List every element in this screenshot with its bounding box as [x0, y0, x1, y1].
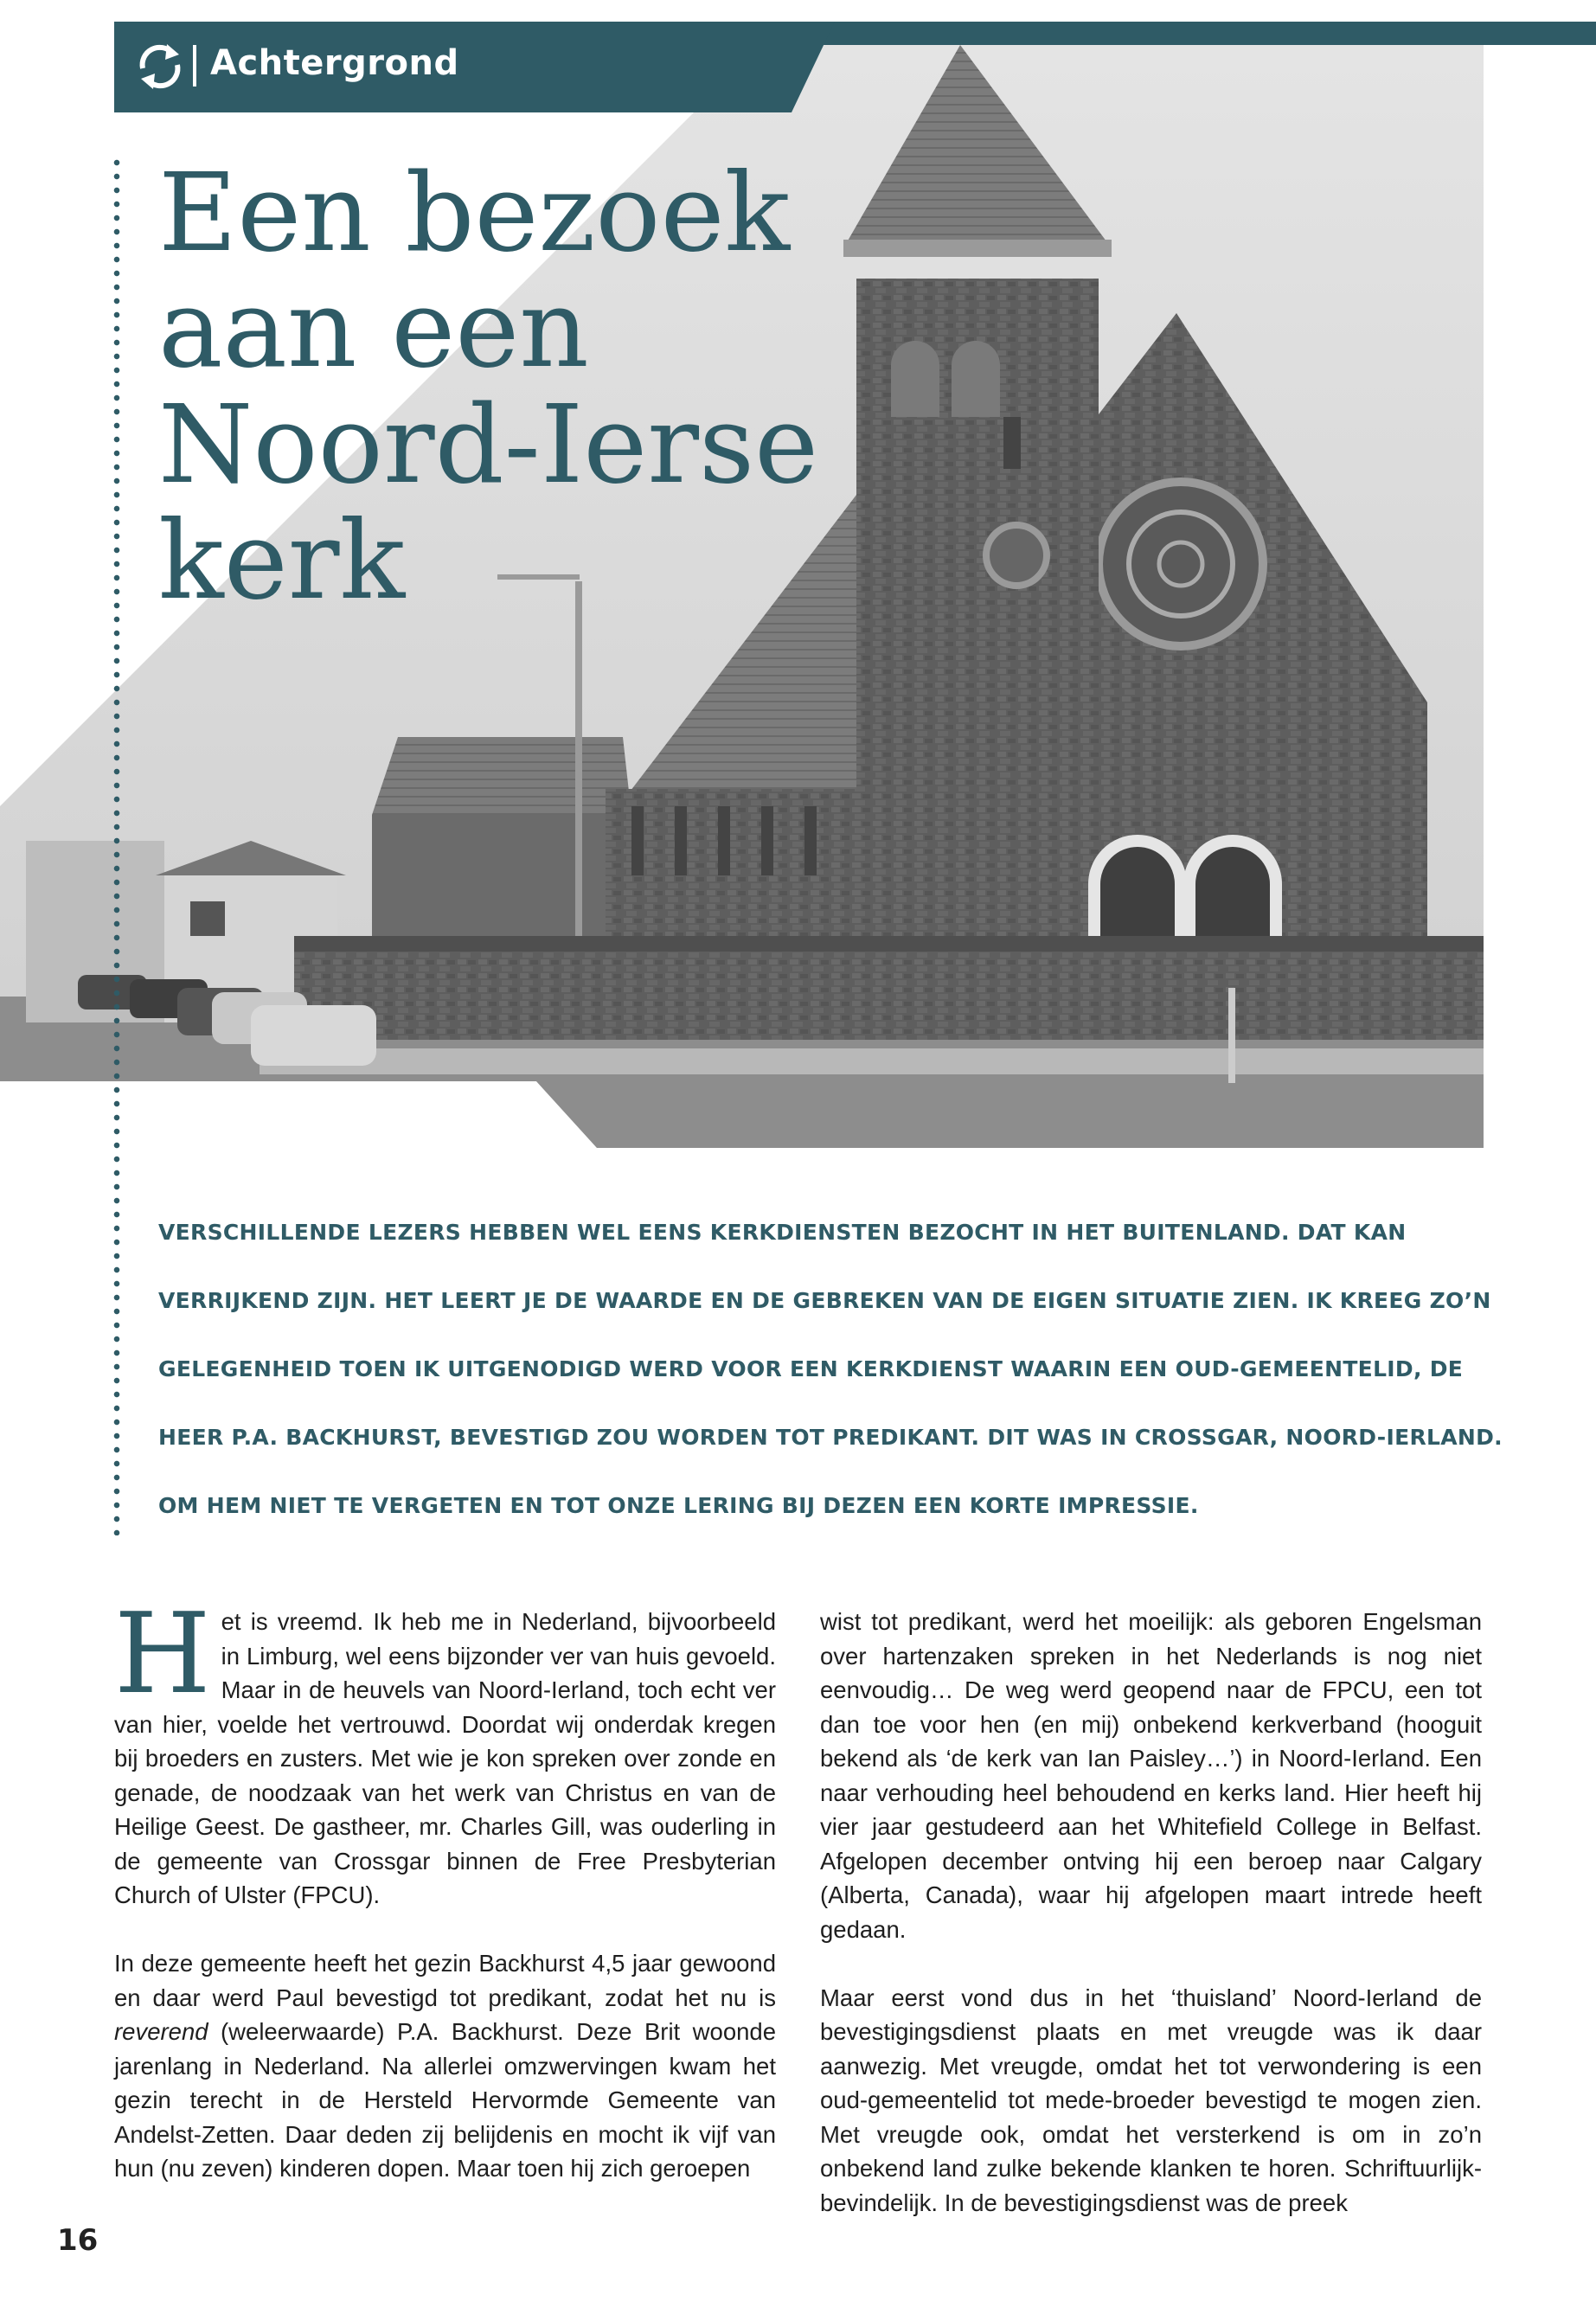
title-line: aan een	[158, 266, 589, 392]
lead-line: VERSCHILLENDE LEZERS HEBBEN WEL EENS KERKDIENSTEN BEZOCHT IN HET BUITENLAND. DAT KAN	[158, 1220, 1407, 1245]
recycle-arrows-icon	[132, 39, 188, 94]
lead-line: HEER P.A. BACKHURST, BEVESTIGD ZOU WORDEN TOT PREDIKANT. DIT WAS IN CROSSGAR, NOORD-IERLAND.	[158, 1425, 1503, 1450]
body-paragraph: wist tot predikant, werd het moeilijk: als geboren Engelsman over hartenzaken spreken in het Nederlands is nog niet eenvoudig… De weg werd geopend naar de FPCU, een tot dan toe voor hen (en mij) onbekend kerkverband (hooguit bekend als ‘de kerk van Ian Paisley…’) in Noord-Ierland. Een naar verhouding heel behoudend en kerks land. Hier heeft hij vier jaar gestudeerd aan het Whitefield College in Belfast. Afgelopen december ontving hij een beroep naar Calgary (Alberta, Canada), waar hij afgelopen maart intrede heeft gedaan.	[820, 1608, 1482, 1943]
lead-line: VERRIJKEND ZIJN. HET LEERT JE DE WAARDE EN DE GEBREKEN VAN DE EIGEN SITUATIE ZIEN. IK KREEG ZO’N	[158, 1288, 1491, 1313]
dotted-rule	[113, 156, 120, 1535]
article-title	[158, 151, 937, 624]
body-column-right	[820, 1605, 1482, 2254]
title-line: Een bezoek	[158, 151, 791, 276]
title-line: Noord-Ierse	[158, 382, 819, 508]
article-lead	[158, 1220, 1503, 1561]
title-line: kerk	[158, 498, 406, 624]
lead-line: GELEGENHEID TOEN IK UITGENODIGD WERD VOOR EEN KERKDIENST WAARIN EEN OUD-GEMEENTELID, DE	[158, 1356, 1464, 1381]
drop-cap: H	[114, 1590, 211, 1719]
body-paragraph	[114, 1946, 776, 2186]
section-label: Achtergrond	[210, 43, 459, 83]
page-number: 16	[57, 2223, 99, 2258]
paragraph-text: et is vreemd. Ik heb me in Nederland, bijvoorbeeld in Limburg, wel eens bijzonder ver van huis gevoeld. Maar in de heuvels van Noord-Ierland, toch echt ver van hier, voelde het vertrouwd. Doordat wij onderdak kregen bij broeders en zusters. Met wie je kon spreken over zonde en genade, de noodzaak van het werk van Christus en van de Heilige Geest. De gastheer, mr. Charles Gill, was ouderling in de gemeente van Crossgar binnen de Free Presbyterian Church of Ulster (FPCU).	[114, 1608, 776, 1908]
lead-line: OM HEM NIET TE VERGETEN EN TOT ONZE LERING BIJ DEZEN EEN KORTE IMPRESSIE.	[158, 1493, 1199, 1518]
body-column-left	[114, 1590, 776, 2220]
paragraph-text: (weleerwaarde) P.A. Backhurst. Deze Brit woonde jarenlang in Nederland. Na allerlei omzwervingen kwam het gezin terecht in de Hersteld Hervormde Gemeente van Andelst-Zetten. Daar deden zij belijdenis en mocht ik vijf van hun (nu zeven) kinderen dopen. Maar toen hij zich geroepen	[114, 2018, 776, 2182]
paragraph-text: In deze gemeente heeft het gezin Backhurst 4,5 jaar gewoond en daar werd Paul bevestigd tot predikant, zodat het nu is	[114, 1950, 776, 2011]
body-paragraph	[114, 1590, 776, 1913]
section-divider	[193, 45, 196, 87]
emphasis-text: reverend	[114, 2018, 208, 2045]
body-paragraph: Maar eerst vond dus in het ‘thuisland’ Noord-Ierland de bevestigingsdienst plaats en met vreugde was ik daar aanwezig. Met vreugde, omdat het tot verwondering is een oud-gemeentelid tot mede-broeder bevestigd te mogen zien. Met vreugde ook, omdat het versterkend is om in zo’n onbekend land zulke bekende klanken te horen. Schriftuurlijk-bevindelijk. In de bevestigingsdienst was de preek	[820, 1984, 1482, 2216]
